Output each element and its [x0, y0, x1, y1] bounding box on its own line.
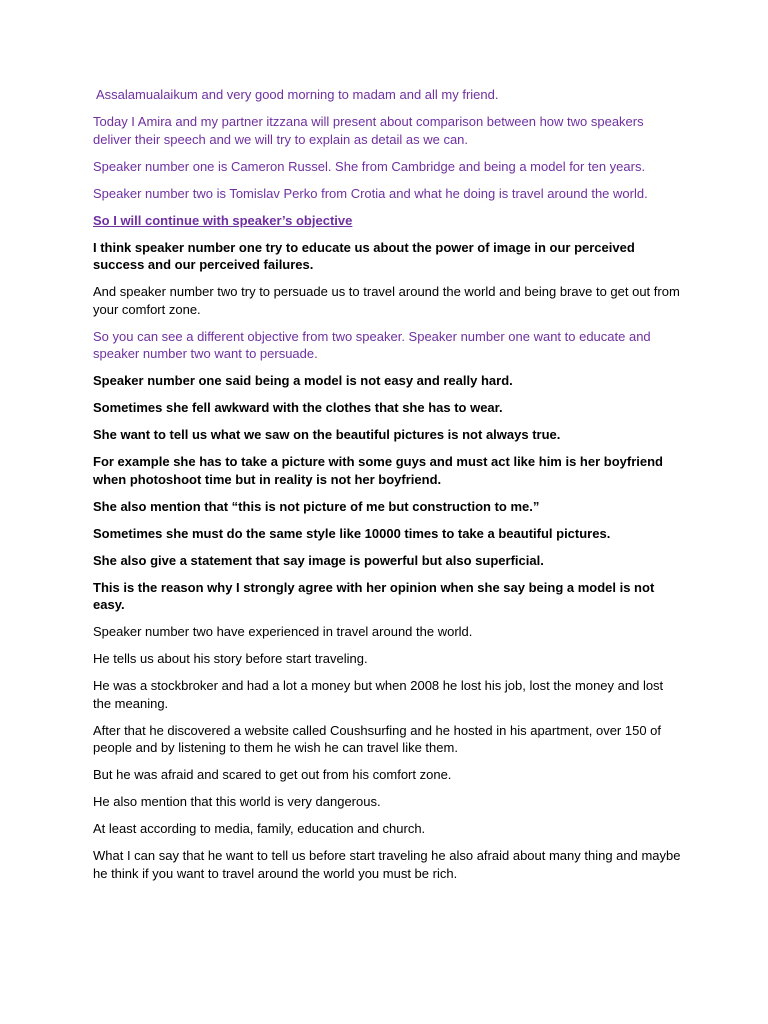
paragraph-image-powerful: She also give a statement that say image is powerful but also superficial. — [93, 552, 544, 568]
paragraph-objective-heading: So I will continue with speaker’s objective — [93, 212, 353, 228]
paragraph-couchsurfing: After that he discovered a website called Coushsurfing and he hosted in his apartment, over 150 of people and by listening to them he wish he can travel like them. — [93, 722, 662, 755]
paragraph-objective-summary: So you can see a different objective from two speaker. Speaker number one want to educate and speaker number two want to persuade. — [93, 328, 651, 361]
paragraph-photoshoot-example: For example she has to take a picture with some guys and must act like him is her boyfriend when photoshoot time but in reality is not her boyfriend. — [93, 454, 663, 487]
paragraph-according-to-media: At least according to media, family, education and church. — [93, 821, 426, 836]
paragraph-world-dangerous: He also mention that this world is very dangerous. — [93, 794, 381, 809]
paragraph-strongly-agree: This is the reason why I strongly agree with her opinion when she say being a model is not easy. — [93, 579, 655, 612]
paragraph-speaker-two-experience: Speaker number two have experienced in travel around the world. — [93, 624, 473, 639]
paragraph-introduction: Today I Amira and my partner itzzana will present about comparison between how two speakers deliver their speech and we will try to explain as detail as we can. — [93, 114, 644, 147]
paragraph-greeting: Assalamualaikum and very good morning to madam and all my friend. — [96, 87, 499, 102]
paragraph-speaker-two-intro: Speaker number two is Tomislav Perko from Crotia and what he doing is travel around the world. — [93, 185, 648, 201]
paragraph-model-not-easy: Speaker number one said being a model is not easy and really hard. — [93, 373, 513, 388]
paragraph-construction-quote: She also mention that “this is not picture of me but construction to me.” — [93, 498, 540, 514]
document-body — [93, 86, 683, 892]
paragraph-pictures-not-true: She want to tell us what we saw on the beautiful pictures is not always true. — [93, 427, 561, 442]
paragraph-speaker-one-objective: I think speaker number one try to educate us about the power of image in our perceived success and our perceived failures. — [93, 239, 635, 272]
paragraph-awkward-clothes: Sometimes she fell awkward with the clothes that she has to wear. — [93, 400, 503, 415]
paragraph-same-style: Sometimes she must do the same style like 10000 times to take a beautiful pictures. — [93, 525, 611, 541]
paragraph-speaker-one-intro: Speaker number one is Cameron Russel. She from Cambridge and being a model for ten years. — [93, 158, 646, 174]
paragraph-speaker-two-objective: And speaker number two try to persuade us to travel around the world and being brave to get out from your comfort zone. — [93, 284, 680, 317]
paragraph-afraid-comfort-zone: But he was afraid and scared to get out from his comfort zone. — [93, 767, 452, 782]
paragraph-conclusion: What I can say that he want to tell us before start traveling he also afraid about many thing and maybe he think if you want to travel around the world you must be rich. — [93, 848, 681, 881]
paragraph-story-before-travel: He tells us about his story before start traveling. — [93, 651, 368, 666]
paragraph-stockbroker: He was a stockbroker and had a lot a money but when 2008 he lost his job, lost the money and lost the meaning. — [93, 678, 664, 711]
